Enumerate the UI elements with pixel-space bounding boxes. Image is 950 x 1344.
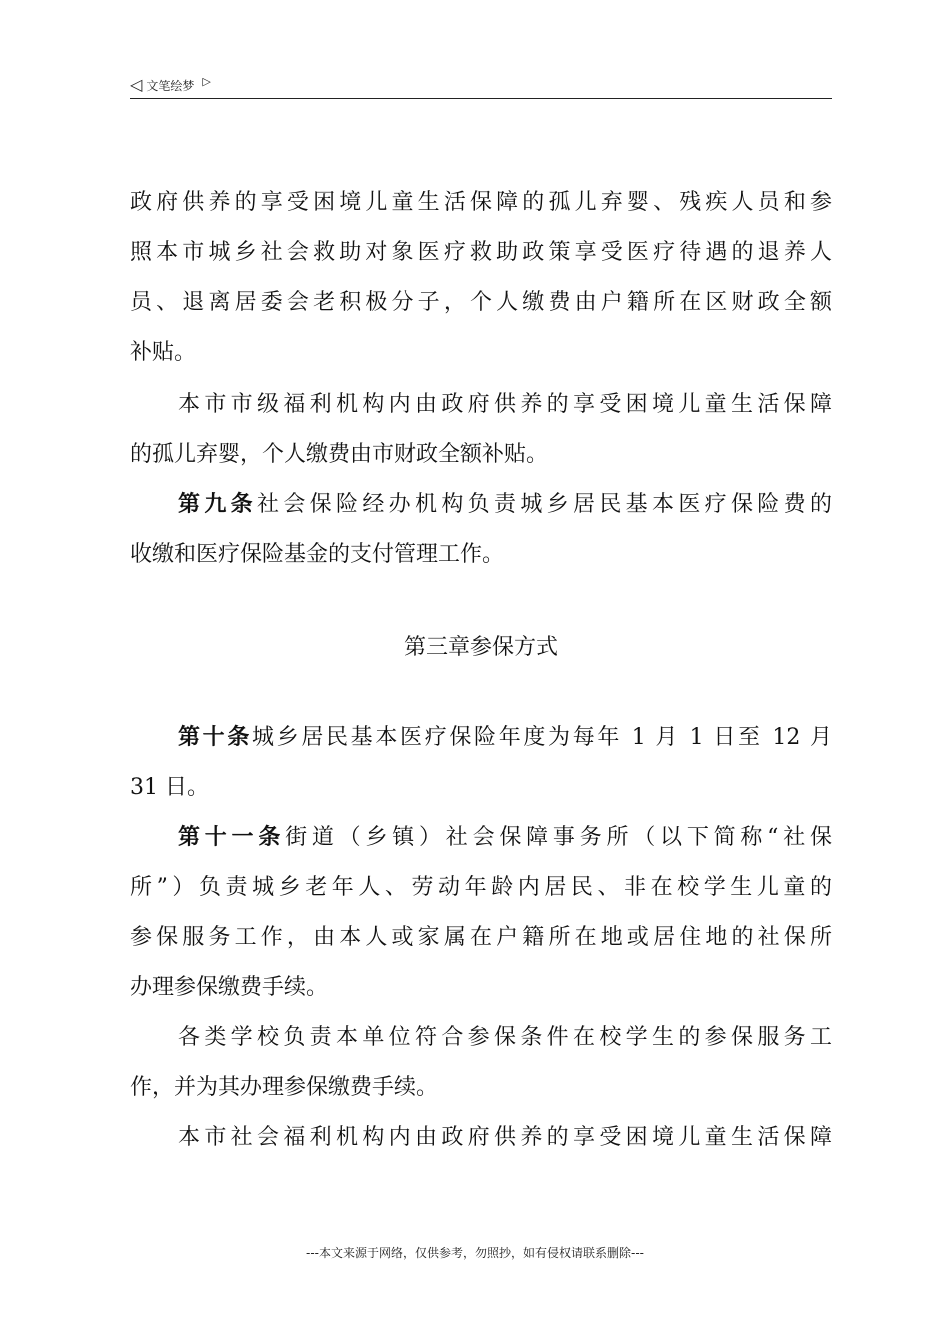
page-footer-disclaimer: ---本文来源于网络，仅供参考，勿照抄，如有侵权请联系删除---: [306, 1246, 644, 1260]
article-11-line-4: 办理参保缴费手续。: [130, 975, 329, 1000]
paragraph-1-line-4: 补贴。: [130, 340, 197, 365]
paragraph-7-line-1: 本市社会福利机构内由政府供养的享受困境儿童生活保障: [178, 1125, 832, 1150]
article-10-text: 城乡居民基本医疗保险年度为每年 1 月 1 日至 12 月: [252, 725, 832, 750]
header-brand: [130, 74, 211, 96]
article-11-line-2: 所”）负责城乡老年人、劳动年龄内居民、非在校学生儿童的: [130, 875, 832, 900]
chapter-title: 第三章参保方式: [403, 635, 558, 660]
paragraph-1-line-2: 照本市城乡社会救助对象医疗救助政策享受医疗待遇的退养人: [130, 240, 832, 265]
paragraph-1-line-3: 员、退离居委会老积极分子，个人缴费由户籍所在区财政全额: [130, 290, 832, 315]
article-9-text: 社会保险经办机构负责城乡居民基本医疗保险费的: [257, 492, 832, 517]
header-title: 文笔绘梦: [146, 78, 195, 93]
article-9-line-2: 收缴和医疗保险基金的支付管理工作。: [130, 542, 505, 567]
article-9-label: 第九条: [178, 492, 257, 517]
article-11-text: 街道（乡镇）社会保障事务所（以下简称“社保: [285, 825, 832, 850]
right-triangle-icon: ▷: [202, 74, 211, 88]
article-11-line-1: [130, 818, 832, 858]
paragraph-6-line-2: 作，并为其办理参保缴费手续。: [130, 1075, 439, 1100]
paragraph-6-line-1: 各类学校负责本单位符合参保条件在校学生的参保服务工: [178, 1025, 832, 1050]
paragraph-1-line-1: 政府供养的享受困境儿童生活保障的孤儿弃婴、残疾人员和参: [130, 190, 832, 215]
page-header: [130, 74, 832, 99]
left-triangle-icon: ◁: [130, 75, 143, 94]
article-11-label: 第十一条: [178, 825, 286, 850]
article-10-line-1: [130, 718, 832, 758]
article-9-line-1: [130, 485, 832, 525]
paragraph-2-line-1: 本市市级福利机构内由政府供养的享受困境儿童生活保障: [178, 392, 832, 417]
article-10-line-2: 31 日。: [130, 775, 209, 800]
article-11-line-3: 参保服务工作，由本人或家属在户籍所在地或居住地的社保所: [130, 925, 832, 950]
paragraph-2-line-2: 的孤儿弃婴，个人缴费由市财政全额补贴。: [130, 442, 549, 467]
article-10-label: 第十条: [178, 725, 253, 750]
